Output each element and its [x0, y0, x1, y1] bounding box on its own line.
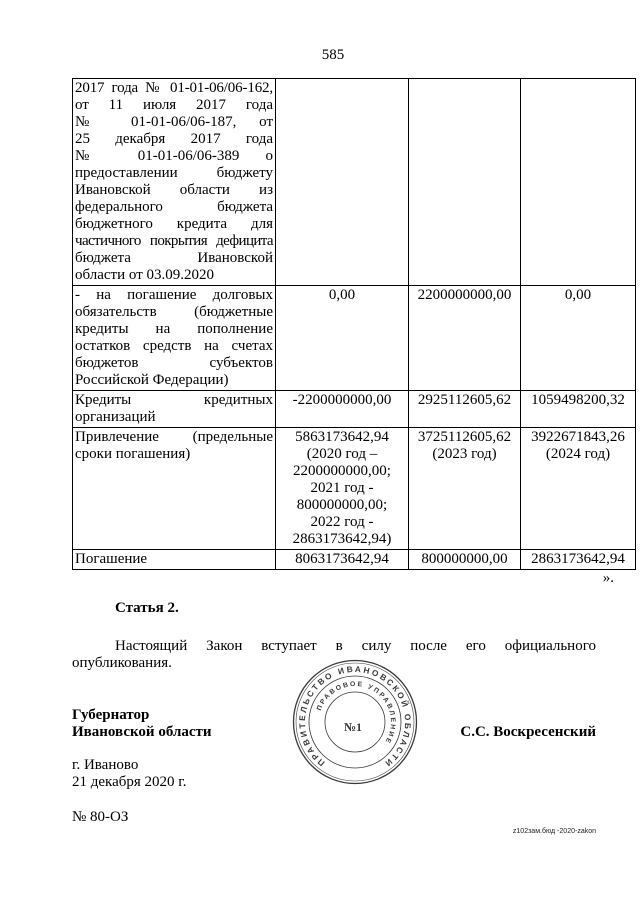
cell-line: частичного покрытия дефицита	[75, 233, 273, 249]
cell-line: 8063173642,94	[295, 551, 389, 567]
page-number: 585	[321, 47, 345, 63]
cell-line: (2023 год)	[432, 446, 497, 462]
table-cell-value	[276, 550, 409, 570]
table-row	[73, 286, 636, 391]
cell-line: 5863173642,94	[295, 429, 389, 445]
table-cell-value	[409, 428, 521, 550]
table-cell-value	[409, 286, 521, 391]
cell-line: обязательств (бюджетные	[75, 304, 273, 320]
cell-line: бюджетного кредита для	[75, 216, 273, 232]
cell-line: № 01-01-06/06-389 о	[75, 148, 273, 164]
cell-line: Российской Федерации)	[75, 372, 229, 388]
table-cell-description	[73, 286, 276, 391]
cell-line: 2200000000,00;	[293, 463, 391, 479]
cell-line: Привлечение (предельные	[75, 429, 273, 445]
table-row	[73, 79, 636, 286]
cell-line: области от 03.09.2020	[75, 267, 214, 283]
cell-line: организаций	[75, 409, 156, 425]
law-number: № 80-ОЗ	[72, 809, 129, 825]
cell-line: № 01-01-06/06-187, от	[75, 114, 273, 130]
table-cell-value	[276, 391, 409, 428]
signatory-position-line: Ивановской области	[72, 724, 212, 740]
seal-outer-text-path: ПРАВИТЕЛЬСТВО ИВАНОВСКОЙ ОБЛАСТИ	[296, 663, 414, 769]
signing-place: г. Иваново	[72, 757, 139, 773]
table-cell-value	[521, 286, 636, 391]
table-cell-description	[73, 428, 276, 550]
table-cell-value	[409, 79, 521, 286]
cell-line: -2200000000,00	[292, 392, 392, 408]
cell-line: 0,00	[564, 287, 592, 303]
table-cell-value	[521, 391, 636, 428]
cell-line: 3725112605,62	[417, 429, 512, 445]
cell-line: 2863173642,94)	[292, 531, 392, 547]
table-row	[73, 550, 636, 570]
cell-line: остатков средств на счетах	[75, 338, 273, 354]
table-cell-value	[276, 79, 409, 286]
table-cell-value	[276, 428, 409, 550]
cell-line: бюджетов субъектов	[75, 355, 273, 371]
closing-quote: ».	[602, 570, 614, 586]
cell-line: сроки погашения)	[75, 446, 191, 462]
article-text-line: Настоящий Закон вступает в силу после его официального	[115, 638, 596, 654]
cell-line: Ивановской области из	[75, 182, 273, 198]
cell-line: - на погашение долговых	[75, 287, 273, 303]
cell-line: 0,00	[328, 287, 356, 303]
signatory-position	[72, 707, 212, 741]
cell-line: Погашение	[75, 551, 148, 567]
table-row	[73, 391, 636, 428]
table-cell-description	[73, 550, 276, 570]
signatory-position-line: Губернатор	[72, 707, 150, 723]
cell-line: 25 декабря 2017 года	[75, 131, 273, 147]
table-cell-value	[521, 79, 636, 286]
cell-line: федерального бюджета	[75, 199, 273, 215]
table-cell-description	[73, 391, 276, 428]
cell-line: 800000000,00;	[296, 497, 388, 513]
cell-line: Кредиты кредитных	[75, 392, 273, 408]
table-cell-value	[409, 550, 521, 570]
table-cell-description	[73, 79, 276, 286]
table-cell-value	[521, 428, 636, 550]
cell-line: от 11 июля 2017 года	[75, 97, 273, 113]
cell-line: (2024 год)	[545, 446, 611, 462]
cell-line: 800000000,00	[421, 551, 508, 567]
cell-line: 2021 год -	[310, 480, 374, 496]
article-text-line: опубликования.	[72, 655, 172, 671]
cell-line: кредиты на пополнение	[75, 321, 273, 337]
seal-number: №1	[343, 720, 363, 734]
cell-line: бюджета Ивановской	[75, 250, 273, 266]
cell-line: предоставлении бюджету	[75, 165, 273, 181]
cell-line: 2925112605,62	[417, 392, 512, 408]
budget-table	[72, 78, 636, 570]
cell-line: 1059498200,32	[531, 392, 625, 408]
table-cell-value	[521, 550, 636, 570]
table-cell-value	[409, 391, 521, 428]
table-cell-value	[276, 286, 409, 391]
cell-line: 3922671843,26	[531, 429, 625, 445]
table-row	[73, 428, 636, 550]
official-seal	[292, 659, 418, 785]
file-reference: z102зам.бюд -2020-zakon	[512, 828, 596, 835]
cell-line: 2022 год -	[310, 514, 374, 530]
cell-line: 2863173642,94	[531, 551, 625, 567]
cell-line: 2200000000,00	[417, 287, 512, 303]
seal-inner-text-path: ПРАВОВОЕ УПРАВЛЕНИЕ	[316, 680, 397, 744]
cell-line: (2020 год –	[306, 446, 378, 462]
cell-line: 2017 года № 01-01-06/06-162,	[75, 80, 273, 96]
signing-date: 21 декабря 2020 г.	[72, 774, 187, 790]
budget-table-body	[73, 79, 636, 570]
signatory-name: С.С. Воскресенский	[460, 724, 596, 740]
article-heading: Статья 2.	[115, 600, 179, 616]
